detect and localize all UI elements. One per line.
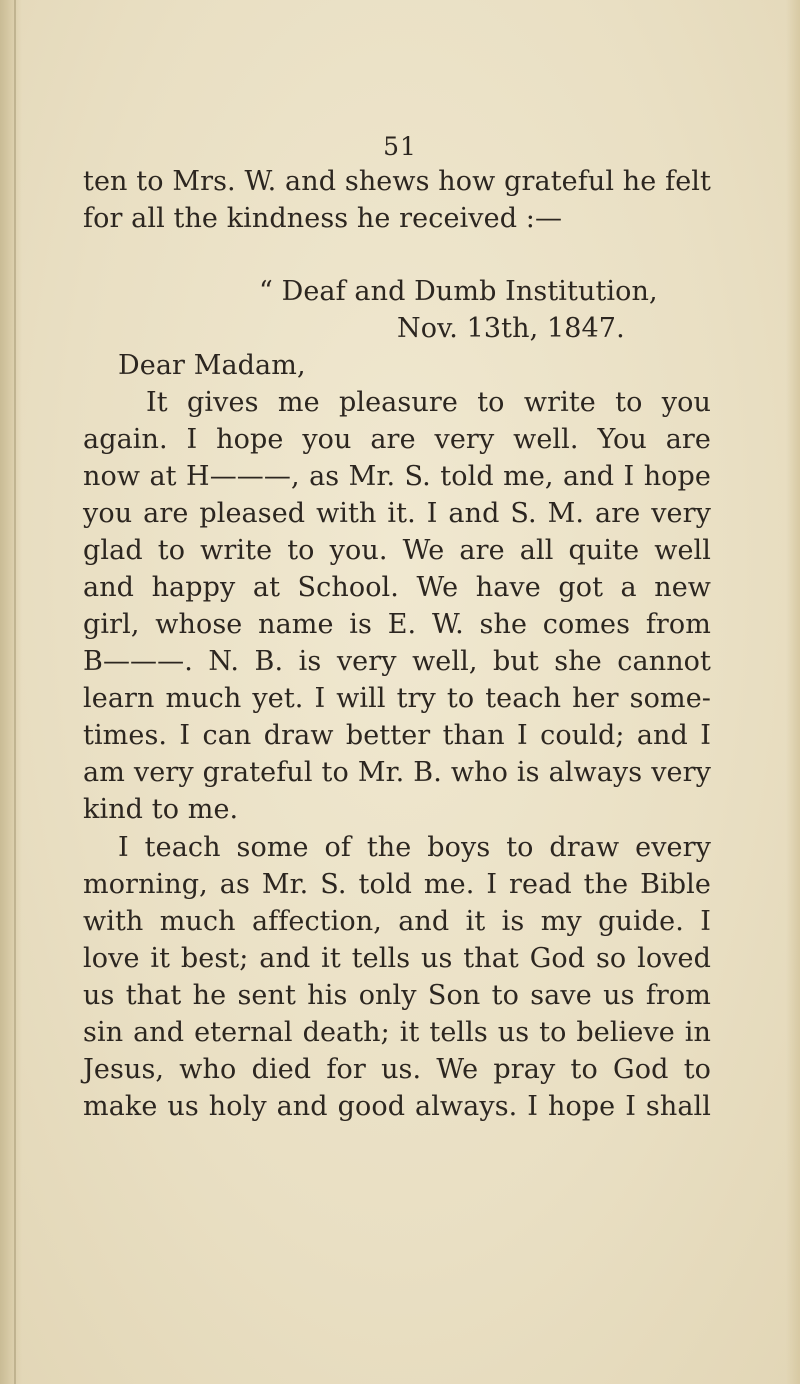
body-line: us that he sent his only Son to save us from [83, 980, 711, 1011]
body-line: with much affection, and it is my guide. I [83, 906, 711, 937]
body-line: I teach some of the boys to draw every [118, 832, 711, 863]
intro-line-1: ten to Mrs. W. and shews how grateful he felt [83, 166, 711, 197]
body-line: sin and eternal death; it tells us to believe in [83, 1017, 711, 1048]
body-line: am very grateful to Mr. B. who is always very [83, 757, 711, 788]
body-line: glad to write to you. We are all quite well [83, 535, 711, 566]
body-line: It gives me pleasure to write to you [146, 387, 711, 418]
body-line: now at H———, as Mr. S. told me, and I hope [83, 461, 711, 492]
page-gutter-line [14, 0, 16, 1384]
body-line: love it best; and it tells us that God so loved [83, 943, 711, 974]
letter-salutation: Dear Madam, [118, 350, 306, 381]
body-line: and happy at School. We have got a new [83, 572, 711, 603]
body-line: again. I hope you are very well. You are [83, 424, 711, 455]
body-line: make us holy and good always. I hope I shall [83, 1091, 711, 1122]
body-line: Jesus, who died for us. We pray to God to [83, 1054, 711, 1085]
body-line: girl, whose name is E. W. she comes from [83, 609, 711, 640]
body-line: B———. N. B. is very well, but she cannot [83, 646, 711, 677]
page-gutter-shadow [0, 0, 22, 1384]
body-line: you are pleased with it. I and S. M. are very [83, 498, 711, 529]
intro-line-2: for all the kindness he received :— [83, 203, 563, 234]
body-line: times. I can draw better than I could; and I [83, 720, 711, 751]
letter-heading-institution: “ Deaf and Dumb Institution, [259, 276, 658, 307]
body-line: morning, as Mr. S. told me. I read the Bible [83, 869, 711, 900]
page-edge-shadow [786, 0, 800, 1384]
letter-heading-date: Nov. 13th, 1847. [397, 313, 625, 344]
body-line: learn much yet. I will try to teach her some- [83, 683, 711, 714]
page-number: 51 [383, 132, 417, 161]
body-line: kind to me. [83, 794, 239, 825]
